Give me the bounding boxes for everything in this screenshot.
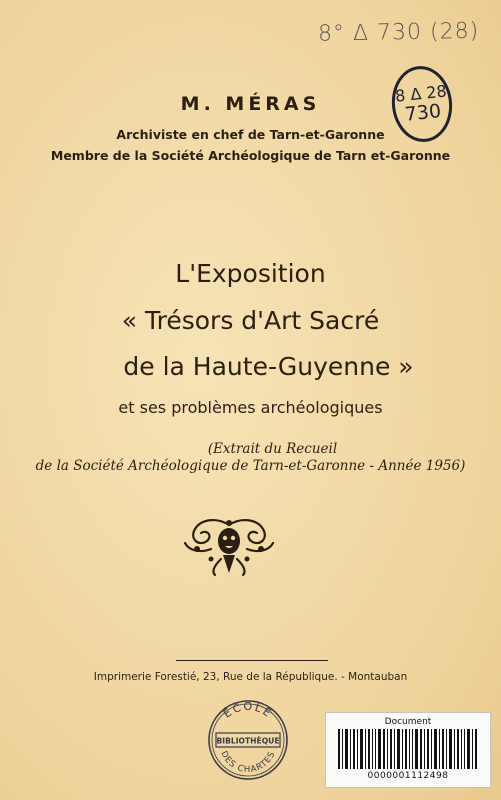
stamp-line-2: 730: [403, 100, 443, 126]
barcode-title: Document: [384, 717, 432, 727]
ornament-vignette-icon: [181, 515, 277, 577]
author-name: M. MÉRAS: [180, 93, 321, 115]
extract-note-line-2: de la Société Archéologique de Tarn-et-Garonne - Année 1956): [35, 458, 466, 474]
barcode-number: 0000001112498: [367, 771, 449, 781]
title-line-2: « Trésors d'Art Sacré: [121, 306, 380, 335]
title-line-3: de la Haute-Guyenne »: [123, 352, 414, 381]
barcode-label: [325, 712, 491, 788]
stamp-top-text: ÉCOLE: [220, 699, 276, 721]
title-line-1: L'Exposition: [175, 259, 326, 288]
svg-text:DES CHARTES: [218, 750, 277, 775]
author-affiliation-1: Archiviste en chef de Tarn-et-Garonne: [116, 127, 385, 142]
barcode-bars-icon: [338, 729, 478, 769]
divider-rule: [176, 660, 328, 661]
subtitle: et ses problèmes archéologiques: [118, 398, 383, 417]
svg-text:ÉCOLE: [221, 700, 275, 721]
stamp-line-1: 8 Δ 28: [394, 81, 448, 106]
extract-note-line-1: (Extrait du Recueil: [207, 441, 338, 457]
handwritten-shelfmark: 8° Δ 730 (28): [317, 18, 480, 47]
stamp-bottom-text: DES CHARTES: [218, 749, 278, 776]
author-affiliation-2: Membre de la Société Archéologique de Tarn et-Garonne: [50, 148, 451, 163]
library-stamp-icon: [206, 698, 290, 782]
stamp-center-text: BIBLIOTHÈQUE: [216, 736, 280, 746]
imprint-line: Imprimerie Forestié, 23, Rue de la République. - Montauban: [93, 671, 408, 683]
